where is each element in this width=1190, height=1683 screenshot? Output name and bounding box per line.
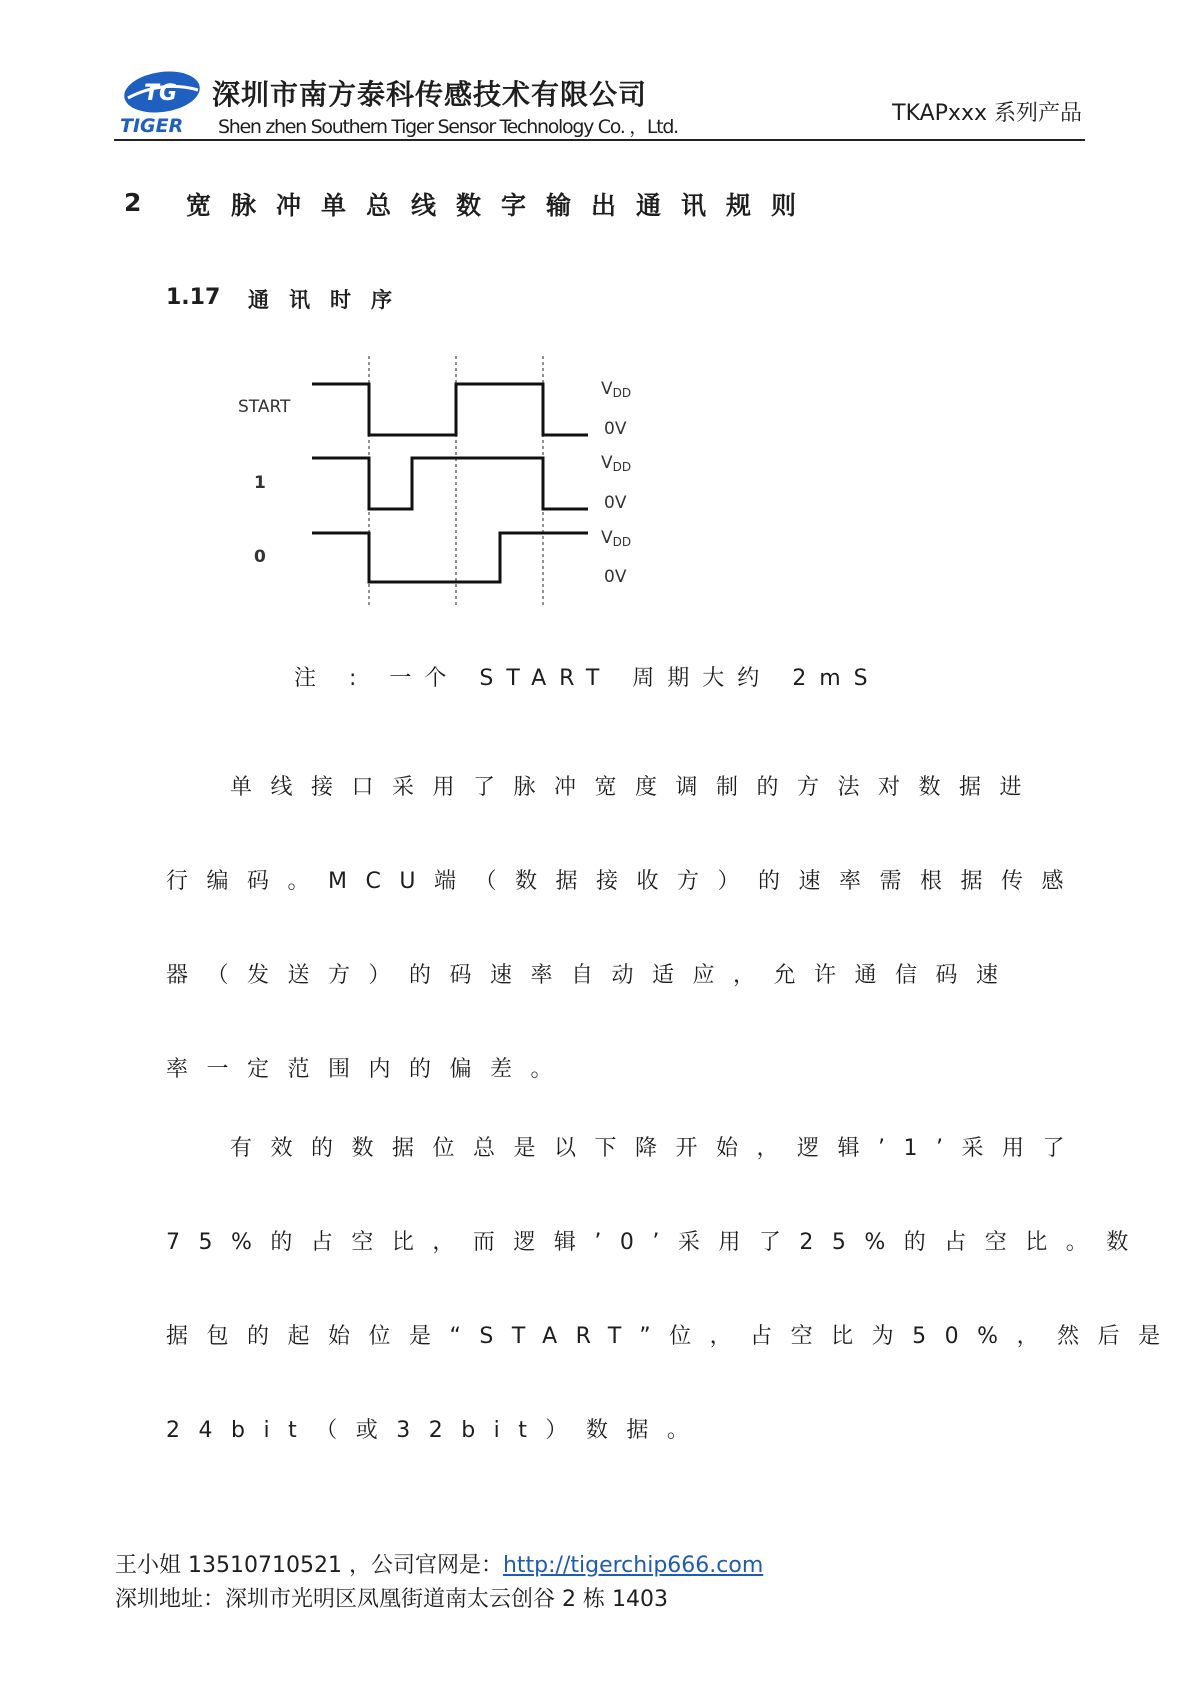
footer-address: 深圳地址：深圳市光明区凤凰街道南太云创谷 2 栋 1403 (115, 1587, 668, 1612)
signal-label-zero: 0 (254, 547, 266, 567)
section-title: 宽脉冲单总线数字输出通讯规则 (186, 191, 817, 220)
waveform-start (312, 384, 588, 435)
paragraph-2-line-1: 有效的数据位总是以下降开始，逻辑’1’采用了 (230, 1136, 1083, 1161)
paragraph-1-line-2: 行编码。MCU端（数据接收方）的速率需根据传感 (166, 869, 1082, 894)
section-number: 2 (124, 188, 142, 217)
paragraph-1-line-1: 单线接口采用了脉冲宽度调制的方法对数据进 (230, 775, 1041, 800)
footer-contact (115, 1548, 763, 1579)
website-link[interactable]: http://tigerchip666.com (502, 1553, 764, 1578)
paragraph-2-line-2: 75%的占空比，而逻辑’0’采用了25%的占空比。数 (166, 1230, 1147, 1255)
waveform-zero (312, 533, 588, 582)
diagram-note: 注 : 一个 START 周期大约 2mS (294, 666, 881, 691)
logo-wordmark: TIGER (120, 115, 184, 136)
zero-volt-label-start: 0V (604, 419, 627, 439)
subsection-number: 1.17 (166, 285, 221, 310)
product-series: TKAPxxx 系列产品 (892, 101, 1082, 126)
footer-contact-text: 王小姐 13510710521 ，公司官网是： (115, 1553, 503, 1578)
waveform-one (312, 458, 588, 509)
paragraph-2-line-4: 24bit（或32bit）数据。 (166, 1418, 708, 1443)
logo-mark-text: TG (144, 81, 178, 106)
vdd-label-one: VDD (601, 453, 632, 474)
paragraph-1-line-3: 器（发送方）的码速率自动适应，允许通信码速 (166, 963, 1017, 988)
vdd-label-start: VDD (601, 379, 632, 400)
timing-diagram (230, 356, 650, 612)
tiger-logo (118, 68, 202, 136)
subsection-title: 通讯时序 (248, 288, 412, 312)
header-divider (114, 139, 1085, 141)
paragraph-1-line-4: 率一定范围内的偏差。 (166, 1057, 572, 1082)
signal-label-one: 1 (254, 473, 266, 493)
signal-label-start: START (238, 397, 291, 417)
company-name-en: Shen zhen Southern Tiger Sensor Technology Co. ，Ltd. (218, 116, 678, 138)
zero-volt-label-one: 0V (604, 493, 627, 513)
vdd-label-zero: VDD (601, 528, 632, 549)
zero-volt-label-zero: 0V (604, 567, 627, 587)
company-name-cn: 深圳市南方泰科传感技术有限公司 (212, 78, 648, 111)
paragraph-2-line-3: 据包的起始位是“START”位，占空比为50%，然后是 (166, 1324, 1179, 1349)
